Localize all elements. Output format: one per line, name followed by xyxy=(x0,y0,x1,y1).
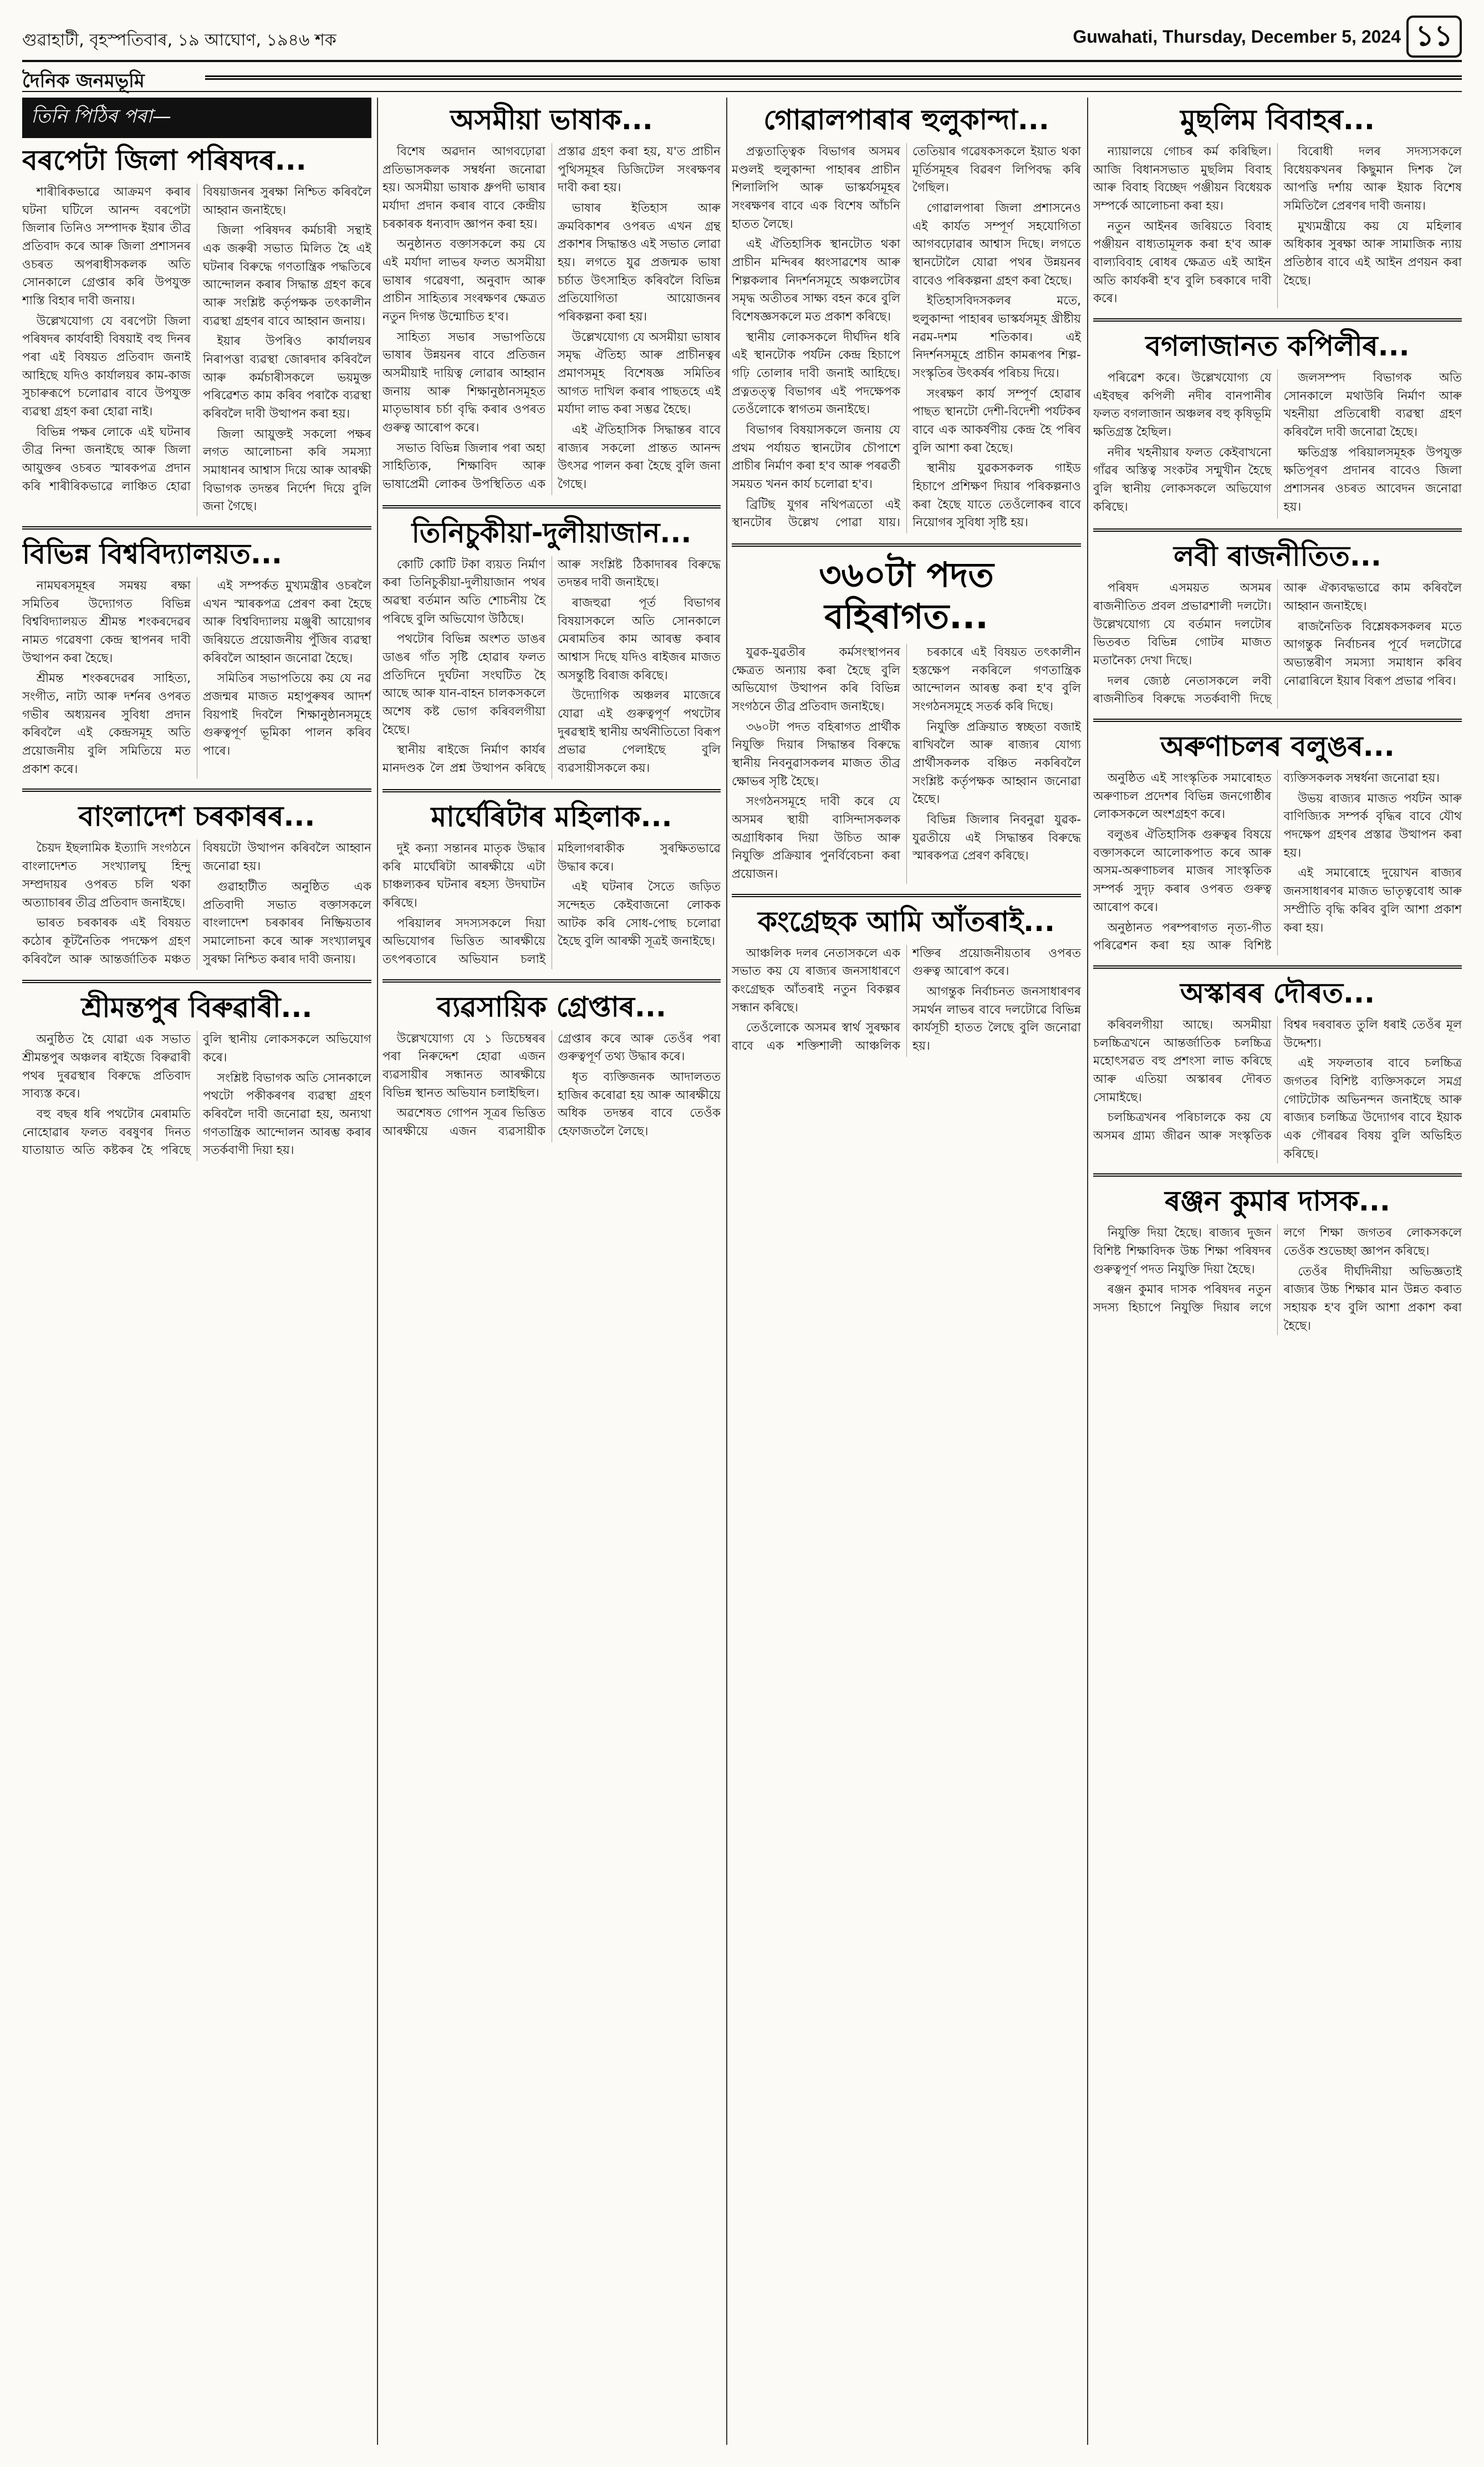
article-paragraph: অনুষ্ঠানত বক্তাসকলে কয় যে এই মৰ্যাদা লাভৰ ফলত অসমীয়া ভাষাৰ গৱেষণা, অনুবাদ আৰু প্ৰাচীন সাহিত্যৰ সংৰক্ষণৰ ক্ষেত্ৰত নতুন দিগন্ত উন্মোচিত হ'ব। xyxy=(383,237,545,324)
article-paragraph: এই ঐতিহাসিক সিদ্ধান্তৰ বাবে ৰাজ্যৰ সকলো প্ৰান্তত আনন্দ উৎসৱ পালন কৰা হৈছে বুলি জনা গৈছে। xyxy=(558,423,721,492)
article-paragraph: যুৱক-যুৱতীৰ কৰ্মসংস্থাপনৰ ক্ষেত্ৰত অন্যায় কৰা হৈছে বুলি অভিযোগ উত্থাপন কৰি বিভিন্ন সংগঠনে তীব্ৰ প্ৰতিবাদ জনাইছে। xyxy=(732,645,900,714)
article-headline: বৰপেটা জিলা পৰিষদৰ... xyxy=(22,144,307,176)
article-paragraph: সমিতিৰ সভাপতিয়ে কয় যে নৱ প্ৰজন্মৰ মাজত মহাপুৰুষৰ আদৰ্শ বিয়পাই দিবলৈ শিক্ষানুষ্ঠানসমূহে গুৰুত্বপূৰ্ণ ভূমিকা পালন কৰিব পাৰে। xyxy=(203,672,371,759)
article-body xyxy=(383,556,721,779)
article-paragraph: গুৱাহাটীত অনুষ্ঠিত এক প্ৰতিবাদী সভাত বক্তাসকলে বাংলাদেশ চৰকাৰৰ নিষ্ক্ৰিয়তাৰ সমালোচনা কৰে আৰু সংখ্যালঘুৰ সুৰক্ষা নিশ্চিত কৰাৰ দাবী জনায়। xyxy=(203,879,371,967)
article-body xyxy=(1093,369,1462,518)
article-paragraph: প্ৰত্নতাত্ত্বিক বিভাগৰ অসমৰ মণ্ডলই হুলুকান্দা পাহাৰৰ প্ৰাচীন শিলালিপি আৰু ভাস্কৰ্যসমূহৰ সংৰক্ষণৰ বাবে এক বিশেষ আঁচনি হাতত লৈছে। xyxy=(732,145,900,231)
article-paragraph: কোটি কোটি টকা ব্যয়ত নিৰ্মাণ কৰা তিনিচুকীয়া-দুলীয়াজান পথৰ অৱস্থা বৰ্তমান অতি শোচনীয় হৈ পৰিছে বুলি অভিযোগ উঠিছে। xyxy=(383,557,545,626)
article-ranjan-kumar-das xyxy=(1093,1184,1462,1335)
article-oscar xyxy=(1093,976,1462,1163)
article-paragraph: মুখ্যমন্ত্ৰীয়ে কয় যে মহিলাৰ অধিকাৰ সুৰক্ষা আৰু সামাজিক ন্যায় প্ৰতিষ্ঠাৰ বাবে এই আইন প্ৰণয়ন কৰা হৈছে। xyxy=(1283,219,1462,288)
article-headline: ব্যৱসায়িক গ্ৰেপ্তাৰ... xyxy=(437,990,666,1023)
article-separator xyxy=(1093,719,1462,722)
page-header xyxy=(22,16,1462,62)
article-paragraph: বলুঙৰ ঐতিহাসিক গুৰুত্বৰ বিষয়ে বক্তাসকলে আলোকপাত কৰে আৰু অসম-অৰুণাচলৰ মাজৰ সাংস্কৃতিক সম্পৰ্ক সুদৃঢ় কৰাৰ ওপৰত গুৰুত্ব আৰোপ কৰে। xyxy=(1093,828,1272,914)
article-paragraph: পৰিষদ এসময়ত অসমৰ ৰাজনীতিত প্ৰবল প্ৰভাৱশালী দলটো। উল্লেখযোগ্য যে বৰ্তমান দলটোৰ ভিতৰত বিভিন্ন গোটৰ মাজত মতানৈক্য দেখা দিছে। xyxy=(1093,581,1272,668)
article-body xyxy=(1093,770,1462,955)
article-paragraph: উল্লেখযোগ্য যে ১ ডিচেম্বৰৰ পৰা নিৰুদ্দেশ হোৱা এজন ব্যৱসায়ীৰ সন্ধানত আৰক্ষীয়ে বিভিন্ন স্থানত অভিযান চলাইছিল। xyxy=(383,1031,545,1100)
article-paragraph: শাৰীৰিকভাৱে আক্ৰমণ কৰাৰ ঘটনা ঘটিলে আনন্দ বৰপেটা জিলাৰ তিনিও সম্পাদক ইয়াৰ তীব্ৰ প্ৰতিবাদ কৰে আৰু জিলা প্ৰশাসনৰ ওচৰত অপৰাধীসকলক অতি সোনকালে গ্ৰেপ্তাৰ কৰি উপযুক্ত শাস্তি বিহাৰ দাবী জনায়। xyxy=(22,185,191,308)
article-paragraph: এই ঘটনাৰ সৈতে জড়িত সন্দেহত কেইবাজনো লোকক আটক কৰি সোধ-পোছ চলোৱা হৈছে বুলি আৰক্ষী সূত্ৰই জনাইছে। xyxy=(558,880,721,949)
article-paragraph: ৰাজহুৱা পূৰ্ত বিভাগৰ বিষয়াসকলে অতি সোনকালে মেৰামতিৰ কাম আৰম্ভ কৰাৰ আশ্বাস দিছে যদিও ৰাইজৰ মাজত অসন্তুষ্টি বিৰাজ কৰিছে। xyxy=(558,596,721,683)
article-paragraph: নিযুক্তি প্ৰক্ৰিয়াত স্বচ্ছতা বজাই ৰাখিবলৈ আৰু ৰাজ্যৰ যোগ্য প্ৰাৰ্থীসকলক বঞ্চিত নকৰিবলৈ সংশ্লিষ্ট কৰ্তৃপক্ষক আহ্বান জনোৱা হৈছে। xyxy=(912,720,1081,807)
article-paragraph: চলচ্চিত্ৰখনৰ পৰিচালকে কয় যে অসমৰ গ্ৰাম্য জীৱন আৰু সংস্কৃতিক বিশ্বৰ দৰবাৰত তুলি ধৰাই তেওঁৰ মূল উদ্দেশ্য। xyxy=(1093,1018,1462,1143)
article-paragraph: আগন্তুক নিৰ্বাচনত জনসাধাৰণৰ সমৰ্থন লাভৰ বাবে দলটোৱে বিভিন্ন কাৰ্যসূচী হাতত লৈছে বুলি জনোৱা হয়। xyxy=(912,984,1081,1053)
article-body xyxy=(22,577,371,779)
article-headline: মুছলিম বিবাহৰ... xyxy=(1180,104,1375,136)
article-separator xyxy=(383,979,721,983)
article-paragraph: ৰাজনৈতিক বিশ্লেষকসকলৰ মতে আগন্তুক নিৰ্বাচনৰ পূৰ্বে দলটোৱে অভ্যন্তৰীণ সমস্যা সমাধান কৰিব নোৱাৰিলে ইয়াৰ বিৰূপ প্ৰভাৱ পৰিব। xyxy=(1283,619,1462,688)
article-360-posts xyxy=(732,555,1081,884)
article-separator xyxy=(1093,1173,1462,1177)
article-body xyxy=(1093,579,1462,709)
article-paragraph: নামঘৰসমূহৰ সমন্বয় ৰক্ষা সমিতিৰ উদ্যোগত বিভিন্ন বিশ্ববিদ্যালয়ত শ্ৰীমন্ত শংকৰদেৱৰ নামত গৱেষণা কেন্দ্ৰ স্থাপনৰ দাবী উত্থাপন কৰা হৈছে। xyxy=(22,579,191,665)
column-rule xyxy=(1087,98,1088,2445)
article-arunachal xyxy=(1093,730,1462,955)
article-paragraph: স্থানীয় যুৱকসকলক গাইড হিচাপে প্ৰশিক্ষণ দিয়াৰ পৰিকল্পনাও কৰা হৈছে যাতে তেওঁলোকৰ বাবে নিয়োগৰ সুবিধা সৃষ্টি হয়। xyxy=(912,461,1081,530)
article-paragraph: নিযুক্তি দিয়া হৈছে। ৰাজ্যৰ দুজন বিশিষ্ট শিক্ষাবিদক উচ্চ শিক্ষা পৰিষদৰ গুৰুত্বপূৰ্ণ পদত নিযুক্তি দিয়া হৈছে। xyxy=(1093,1226,1272,1276)
article-headline: বিভিন্ন বিশ্ববিদ্যালয়ত... xyxy=(22,538,282,571)
article-paragraph: ৰঞ্জন কুমাৰ দাসক পৰিষদৰ নতুন সদস্য হিচাপে নিযুক্তি দিয়াৰ লগে লগে শিক্ষা জগতৰ লোকসকলে তেওঁক শুভেচ্ছা জ্ঞাপন কৰিছে। xyxy=(1093,1226,1462,1315)
article-paragraph: অনুষ্ঠানত পৰম্পৰাগত নৃত্য-গীত পৰিৱেশন কৰা হয় আৰু বিশিষ্ট ব্যক্তিসকলক সম্বৰ্ধনা জনোৱা হয়। xyxy=(1093,771,1440,953)
article-paragraph: ক্ষতিগ্ৰস্ত পৰিয়ালসমূহক উপযুক্ত ক্ষতিপূৰণ প্ৰদানৰ বাবেও জিলা প্ৰশাসনৰ ওচৰত আবেদন জনোৱা হয়। xyxy=(1283,445,1462,514)
article-body xyxy=(383,1030,721,1142)
article-paragraph: ন্যায়ালয়ে গোচৰ কৰ্ম কৰিছিল। আজি বিধানসভাত মুছলিম বিবাহ আৰু বিবাহ বিচ্ছেদ পঞ্জীয়ন বিধেয়ক সম্পৰ্কে আলোচনা কৰা হয়। xyxy=(1093,145,1272,213)
article-body xyxy=(22,840,371,970)
article-separator xyxy=(1093,318,1462,322)
article-paragraph: বহু বছৰ ধৰি পথটোৰ মেৰামতি নোহোৱাৰ ফলত বৰষুণৰ দিনত যাতায়াত অতি কষ্টকৰ হৈ পৰিছে বুলি স্থানীয় লোকসকলে অভিযোগ কৰে। xyxy=(22,1032,371,1158)
article-body xyxy=(1093,1016,1462,1163)
article-separator xyxy=(383,789,721,792)
article-paragraph: উভয় ৰাজ্যৰ মাজত পৰ্যটন আৰু বাণিজ্যিক সম্পৰ্ক বৃদ্ধিৰ বাবে যৌথ পদক্ষেপ গ্ৰহণৰ প্ৰস্তাৱ উত্থাপন কৰা হয়। xyxy=(1283,791,1462,860)
article-universities xyxy=(22,537,371,779)
article-paragraph: নদীৰ খহনীয়াৰ ফলত কেইবাখনো গাঁৱৰ অস্তিত্ব সংকটৰ সন্মুখীন হৈছে বুলি স্থানীয় লোকসকলে অভিযোগ কৰিছে। xyxy=(1093,445,1272,514)
article-headline: ৰঞ্জন কুমাৰ দাসক... xyxy=(1165,1185,1390,1218)
header-date-english: Guwahati, Thursday, December 5, 2024 xyxy=(1073,27,1401,47)
article-goalpara xyxy=(732,103,1081,533)
article-paragraph: ইয়াৰ উপৰিও কাৰ্যালয়ৰ নিৰাপত্তা ব্যৱস্থা জোৰদাৰ কৰিবলৈ আৰু কৰ্মচাৰীসকলে ভয়মুক্ত পৰিৱেশত কাম কৰিব পৰাকৈ ব্যৱস্থা কৰিবলৈ দাবী উত্থাপন কৰা হয়। xyxy=(203,334,371,421)
article-headline: মাৰ্ঘেৰিটাৰ মহিলাক... xyxy=(431,800,672,833)
article-body xyxy=(383,840,721,969)
article-paragraph: স্থানীয় ৰাইজে নিৰ্মাণ কাৰ্যৰ মানদণ্ডক লৈ প্ৰশ্ন উত্থাপন কৰিছে আৰু সংশ্লিষ্ট ঠিকাদাৰৰ বিৰুদ্ধে তদন্তৰ দাবী জনাইছে। xyxy=(383,557,721,776)
article-paragraph: বিভিন্ন জিলাৰ নিবনুৱা যুৱক-যুৱতীয়ে এই সিদ্ধান্তৰ বিৰুদ্ধে স্মাৰকপত্ৰ প্ৰেৰণ কৰিছে। xyxy=(912,812,1081,863)
article-headline: অসমীয়া ভাষাক... xyxy=(450,104,653,136)
article-body xyxy=(22,184,371,516)
article-assamese-language xyxy=(383,103,721,495)
article-paragraph: অৱশেষত গোপন সূত্ৰৰ ভিত্তিত আৰক্ষীয়ে এজন ব্যৱসায়ীক গ্ৰেপ্তাৰ কৰে আৰু তেওঁৰ পৰা গুৰুত্বপূৰ্ণ তথ্য উদ্ধাৰ কৰে। xyxy=(383,1031,721,1138)
article-lobby-politics xyxy=(1093,540,1462,709)
article-paragraph: সংশ্লিষ্ট বিভাগক অতি সোনকালে পথটো পকীকৰণৰ ব্যৱস্থা গ্ৰহণ কৰিবলৈ দাবী জনোৱা হয়, অন্যথা গণতান্ত্ৰিক আন্দোলন আৰম্ভ কৰাৰ সতৰ্কবাণী দিয়া হয়। xyxy=(203,1071,371,1158)
article-paragraph: উল্লেখযোগ্য যে বৰপেটা জিলা পৰিষদৰ কাৰ্যবাহী বিষয়াই বহু দিনৰ পৰা এই বিষয়ত প্ৰতিবাদ জনাই আহিছে যদিও কাৰ্যালয়ৰ কাম-কাজ সুচাৰুৰূপে চলোৱাৰ বাবে উপযুক্ত ব্যৱস্থা গ্ৰহণ কৰা হোৱা নাই। xyxy=(22,314,191,419)
masthead-rule xyxy=(205,75,1462,80)
article-baglajan xyxy=(1093,329,1462,518)
article-body xyxy=(22,1031,371,1161)
article-paragraph: নতুন আইনৰ জৰিয়তে বিবাহ পঞ্জীয়ন বাধ্যতামূলক কৰা হ'ব আৰু বাল্যবিবাহ ৰোধৰ ক্ষেত্ৰত এই আইন অতি কাৰ্যকৰী হ'ব বুলি চৰকাৰে দাবী কৰে। xyxy=(1093,219,1272,306)
article-paragraph: শ্ৰীমন্ত শংকৰদেৱৰ সাহিত্য, সংগীত, নাট্য আৰু দৰ্শনৰ ওপৰত গভীৰ অধ্যয়নৰ সুবিধা প্ৰদান কৰিবলৈ এই কেন্দ্ৰসমূহ অতি প্ৰয়োজনীয় বুলি সমিতিয়ে মত প্ৰকাশ কৰে। xyxy=(22,672,191,776)
article-paragraph: চৈয়দ ইছলামিক ইত্যাদি সংগঠনে বাংলাদেশত সংখ্যালঘু হিন্দু সম্প্ৰদায়ৰ ওপৰত চলি থকা অত্যাচাৰৰ তীব্ৰ প্ৰতিবাদ জনাইছে। xyxy=(22,841,191,910)
article-paragraph: ইতিহাসবিদসকলৰ মতে, হুলুকান্দা পাহাৰৰ ভাস্কৰ্যসমূহ খ্ৰীষ্টীয় নৱম-দশম শতিকাৰ। এই নিদৰ্শনসমূহে প্ৰাচীন কামৰূপৰ শিল্প-সংস্কৃতিৰ উৎকৰ্ষৰ পৰিচয় দিয়ে। xyxy=(912,294,1081,381)
newspaper-name: দৈনিক জনমভূমি xyxy=(22,70,145,92)
article-paragraph: অনুষ্ঠিত এই সাংস্কৃতিক সমাৰোহত অৰুণাচল প্ৰদেশৰ বিভিন্ন জনগোষ্ঠীৰ লোকসকলে অংশগ্ৰহণ কৰে। xyxy=(1093,771,1272,822)
article-paragraph: পথটোৰ বিভিন্ন অংশত ডাঙৰ ডাঙৰ গাঁত সৃষ্টি হোৱাৰ ফলত প্ৰতিদিনে দুৰ্ঘটনা সংঘটিত হৈ আছে আৰু যান-বাহন চালকসকলে অশেষ কষ্ট ভোগ কৰিবলগীয়া হৈছে। xyxy=(383,632,545,737)
article-headline: গোৱালপাৰাৰ হুলুকান্দা... xyxy=(763,104,1049,136)
article-headline: বাংলাদেশ চৰকাৰৰ... xyxy=(78,800,315,833)
article-paragraph: জিলা আয়ুক্তই সকলো পক্ষৰ লগত আলোচনা কৰি সমস্যা সমাধানৰ আশ্বাস দিয়ে আৰু আৰক্ষী বিভাগক তদন্তৰ নিৰ্দেশ দিয়ে বুলি জনা গৈছে। xyxy=(203,427,371,514)
article-headline: বগলাজানত কপিলীৰ... xyxy=(1145,330,1410,363)
article-separator xyxy=(383,505,721,508)
article-body xyxy=(383,143,721,495)
column-1 xyxy=(22,98,371,1171)
article-paragraph: আঞ্চলিক দলৰ নেতাসকলে এক সভাত কয় যে ৰাজ্যৰ জনসাধাৰণে কংগ্ৰেছক আঁতৰাই নতুন বিকল্পৰ সন্ধান কৰিছে। xyxy=(732,946,900,1015)
continued-tag: তিনি পিঠিৰ পৰা— xyxy=(22,98,371,138)
article-paragraph: এই সম্পৰ্কত মুখ্যমন্ত্ৰীৰ ওচৰলৈ এখন স্মাৰকপত্ৰ প্ৰেৰণ কৰা হৈছে আৰু বিশ্ববিদ্যালয় মঞ্জুৰী আয়োগৰ জৰিয়তে প্ৰয়োজনীয় পুঁজিৰ ব্যৱস্থা কৰিবলৈ আহ্বান জনোৱা হৈছে। xyxy=(203,579,371,665)
article-paragraph: সংৰক্ষণ কাৰ্য সম্পূৰ্ণ হোৱাৰ পাছত স্থানটো দেশী-বিদেশী পৰ্যটকৰ বাবে এক আকৰ্ষণীয় কেন্দ্ৰ হৈ পৰিব বুলি আশা কৰা হৈছে। xyxy=(912,386,1081,455)
article-headline: কংগ্ৰেছক আমি আঁতৰাই... xyxy=(757,905,1055,938)
article-paragraph: পৰিৱেশ কৰে। উল্লেখযোগ্য যে এইবছৰ কপিলী নদীৰ বানপানীৰ ফলত বগলাজান অঞ্চলৰ বহু কৃষিভূমি ক্ষতিগ্ৰস্ত হৈছিল। xyxy=(1093,371,1272,440)
article-paragraph: পৰিয়ালৰ সদস্যসকলে দিয়া অভিযোগৰ ভিত্তিত আৰক্ষীয়ে তৎপৰতাৰে অভিযান চলাই মহিলাগৰাকীক সুৰক্ষিতভাৱে উদ্ধাৰ কৰে। xyxy=(383,841,721,967)
article-paragraph: ৩৬০টা পদত বহিৰাগত প্ৰাৰ্থীক নিযুক্তি দিয়াৰ সিদ্ধান্তৰ বিৰুদ্ধে স্থানীয় নিবনুৱাসকলৰ মাজত তীব্ৰ ক্ষোভৰ সৃষ্টি হৈছে। xyxy=(732,720,900,789)
article-paragraph: এই সফলতাৰ বাবে চলচ্চিত্ৰ জগতৰ বিশিষ্ট ব্যক্তিসকলে সমগ্ৰ গোটটোক অভিনন্দন জনাইছে আৰু ৰাজ্যৰ চলচ্চিত্ৰ উদ্যোগৰ বাবে ইয়াক এক গৌৰৱৰ বিষয় বুলি অভিহিত কৰিছে। xyxy=(1283,1056,1462,1161)
article-paragraph: দলৰ জ্যেষ্ঠ নেতাসকলে লবী ৰাজনীতিৰ বিৰুদ্ধে সতৰ্কবাণী দিছে আৰু ঐক্যবদ্ধভাৱে কাম কৰিবলৈ আহ্বান জনাইছে। xyxy=(1093,581,1462,706)
article-paragraph: সাহিত্য সভাৰ সভাপতিয়ে ভাষাৰ উন্নয়নৰ বাবে প্ৰতিজন অসমীয়াই দায়িত্ব লোৱাৰ আহ্বান জনায় আৰু শিক্ষানুষ্ঠানসমূহত মাতৃভাষাৰ চৰ্চা বৃদ্ধি কৰাৰ ওপৰত গুৰুত্ব আৰোপ কৰে। xyxy=(383,330,545,435)
article-headline: ৩৬০টা পদত বহিৰাগত... xyxy=(819,555,994,637)
article-headline: তিনিচুকীয়া-দুলীয়াজান... xyxy=(411,516,692,549)
article-separator xyxy=(22,789,371,792)
article-paragraph: জিলা পৰিষদৰ কৰ্মচাৰী সন্থাই এক জৰুৰী সভাত মিলিত হৈ এই ঘটনাৰ বিৰুদ্ধে গণতান্ত্ৰিক পদ্ধতিৰে আন্দোলন কৰাৰ সিদ্ধান্ত গ্ৰহণ কৰে আৰু সংশ্লিষ্ট কৰ্তৃপক্ষক তৎকালীন ব্যৱস্থা গ্ৰহণৰ বাবে আহ্বান জনায়। xyxy=(203,223,371,328)
column-3 xyxy=(732,98,1081,1067)
article-paragraph: এই সমাৰোহে দুয়োখন ৰাজ্যৰ জনসাধাৰণৰ মাজত ভাতৃত্ববোধ আৰু সম্প্ৰীতি বৃদ্ধি কৰিব বুলি আশা প্ৰকাশ কৰা হয়। xyxy=(1283,866,1462,935)
masthead xyxy=(22,64,1462,92)
article-separator xyxy=(1093,965,1462,969)
article-tinsukia xyxy=(383,516,721,779)
article-paragraph: ব্ৰিটিছ যুগৰ নথিপত্ৰতো এই স্থানটোৰ উল্লেখ পোৱা যায়। তেতিয়াৰ গৱেষকসকলে ইয়াত থকা মূৰ্তিসমূহৰ বিৱৰণ লিপিবদ্ধ কৰি গৈছিল। xyxy=(732,145,1081,530)
column-4 xyxy=(1093,98,1462,1345)
article-separator xyxy=(1093,528,1462,532)
column-rule xyxy=(377,98,378,2445)
article-headline: অস্কাৰৰ দৌৰত... xyxy=(1180,976,1375,1009)
article-paragraph: বিৰোধী দলৰ সদস্যসকলে বিধেয়কখনৰ কিছুমান দিশক লৈ আপত্তি দৰ্শায় আৰু ইয়াক বিশেষ সমিতিলৈ প্ৰেৰণৰ দাবী জনায়। xyxy=(1283,145,1462,213)
article-paragraph: উল্লেখযোগ্য যে অসমীয়া ভাষাৰ সমৃদ্ধ ঐতিহ্য আৰু প্ৰাচীনত্বৰ প্ৰমাণসমূহ বিশেষজ্ঞ সমিতিৰ আগত দাখিল কৰাৰ পাছতহে এই মৰ্যাদা লাভ কৰা সম্ভৱ হৈছে। xyxy=(558,330,721,417)
article-muslim-marriage xyxy=(1093,103,1462,308)
article-paragraph: বিভিন্ন পক্ষৰ লোকে এই ঘটনাৰ তীব্ৰ নিন্দা জনাইছে আৰু জিলা আয়ুক্তৰ ওচৰত স্মাৰকপত্ৰ প্ৰদান কৰি শাৰীৰিকভাৱে লাঞ্চিত হোৱা বিষয়াজনৰ সুৰক্ষা নিশ্চিত কৰিবলৈ আহ্বান জনাইছে। xyxy=(22,185,371,494)
column-rule xyxy=(726,98,727,2445)
article-body xyxy=(1093,143,1462,308)
article-paragraph: অনুষ্ঠিত হৈ যোৱা এক সভাত শ্ৰীমন্তপুৰ অঞ্চলৰ ৰাইজে বিৰুৱাৰী পথৰ দুৰৱস্থাৰ বিৰুদ্ধে প্ৰতিবাদ সাব্যস্ত কৰে। xyxy=(22,1032,191,1101)
article-paragraph: বিভাগৰ বিষয়াসকলে জনায় যে প্ৰথম পৰ্যায়ত স্থানটোৰ চৌপাশে প্ৰাচীৰ নিৰ্মাণ কৰা হ'ব আৰু পৰৱৰ্তী সময়ত খনন কাৰ্য চলোৱা হ'ব। xyxy=(732,423,900,492)
article-paragraph: স্থানীয় লোকসকলে দীৰ্ঘদিন ধৰি এই স্থানটোক পৰ্যটন কেন্দ্ৰ হিচাপে গঢ়ি তোলাৰ দাবী জনাই আহিছে। প্ৰত্নতত্ত্ব বিভাগৰ এই পদক্ষেপক তেওঁলোকে স্বাগতম জনাইছে। xyxy=(732,330,900,417)
article-barpeta xyxy=(22,144,371,516)
article-headline: অৰুণাচলৰ বলুঙৰ... xyxy=(1160,730,1395,763)
article-paragraph: দুই কন্যা সন্তানৰ মাতৃক উদ্ধাৰ কৰি মাৰ্ঘেৰিটা আৰক্ষীয়ে এটা চাঞ্চল্যকৰ ঘটনাৰ ৰহস্য উদঘাটন কৰিছে। xyxy=(383,841,545,910)
article-body xyxy=(1093,1224,1462,1335)
article-separator xyxy=(732,543,1081,547)
article-paragraph: কৰিবলগীয়া আছে। অসমীয়া চলচ্চিত্ৰখনে আন্তৰ্জাতিক চলচ্চিত্ৰ মহোৎসৱত বহু প্ৰশংসা লাভ কৰিছে আৰু এতিয়া অস্কাৰৰ দৌৰত সোমাইছে। xyxy=(1093,1018,1272,1105)
article-paragraph: সংগঠনসমূহে দাবী কৰে যে অসমৰ স্থায়ী বাসিন্দাসকলক অগ্ৰাধিকাৰ দিয়া উচিত আৰু নিযুক্তি প্ৰক্ৰিয়াৰ পুনৰ্বিবেচনা কৰা প্ৰয়োজন। xyxy=(732,795,900,881)
article-paragraph: জলসম্পদ বিভাগক অতি সোনকালে মথাউৰি নিৰ্মাণ আৰু খহনীয়া প্ৰতিৰোধী ব্যৱস্থা গ্ৰহণ কৰিবলৈ দাবী জনোৱা হৈছে। xyxy=(1283,371,1462,440)
article-body xyxy=(732,644,1081,884)
article-srimantapur xyxy=(22,991,371,1161)
article-paragraph: এই ঐতিহাসিক স্থানটোত থকা প্ৰাচীন মন্দিৰৰ ধ্বংসাৱশেষ আৰু শিল্পকলাৰ নিদৰ্শনসমূহে অঞ্চলটোৰ সমৃদ্ধ অতীতৰ সাক্ষ্য বহন কৰে বুলি বিশেষজ্ঞসকলে মত প্ৰকাশ কৰিছে। xyxy=(732,237,900,324)
article-congress xyxy=(732,905,1081,1057)
page-number: ১১ xyxy=(1406,16,1462,58)
article-bangladesh xyxy=(22,800,371,970)
article-separator xyxy=(22,526,371,530)
article-paragraph: গোৱালপাৰা জিলা প্ৰশাসনেও এই কাৰ্যত সম্পূৰ্ণ সহযোগিতা আগবঢ়োৱাৰ আশ্বাস দিছে। লগতে স্থানটোলৈ যোৱা পথৰ উন্নয়নৰ বাবেও পৰিকল্পনা গ্ৰহণ কৰা হৈছে। xyxy=(912,201,1081,288)
article-body xyxy=(732,143,1081,533)
article-separator xyxy=(732,894,1081,897)
article-headline: শ্ৰীমন্তপুৰ বিৰুৱাৰী... xyxy=(81,991,313,1024)
article-margherita xyxy=(383,800,721,969)
header-date-assamese: গুৱাহাটী, বৃহস্পতিবাৰ, ১৯ আঘোণ, ১৯৪৬ শক xyxy=(22,30,336,50)
article-paragraph: ধৃত ব্যক্তিজনক আদালতত হাজিৰ কৰোৱা হয় আৰু আৰক্ষীয়ে অধিক তদন্তৰ বাবে তেওঁক হেফাজতলৈ লৈছে। xyxy=(558,1070,721,1138)
article-paragraph: ভাষাৰ ইতিহাস আৰু ক্ৰমবিকাশৰ ওপৰত এখন গ্ৰন্থ প্ৰকাশৰ সিদ্ধান্তও এই সভাত লোৱা হয়। লগতে যুৱ প্ৰজন্মক ভাষা চৰ্চাত উৎসাহিত কৰিবলৈ বিভিন্ন প্ৰতিযোগিতা আয়োজনৰ পৰিকল্পনা কৰা হয়। xyxy=(558,201,721,324)
article-paragraph: ভাৰত চৰকাৰক এই বিষয়ত কঠোৰ কূটনৈতিক পদক্ষেপ গ্ৰহণ কৰিবলৈ আৰু আন্তৰ্জাতিক মঞ্চত বিষয়টো উত্থাপন কৰিবলৈ আহ্বান জনোৱা হয়। xyxy=(22,841,371,967)
column-2 xyxy=(383,98,721,1152)
article-paragraph: তেওঁলোকে অসমৰ স্বাৰ্থ সুৰক্ষাৰ বাবে এক শক্তিশালী আঞ্চলিক শক্তিৰ প্ৰয়োজনীয়তাৰ ওপৰত গুৰুত্ব আৰোপ কৰে। xyxy=(732,946,1081,1053)
article-businessman-arrest xyxy=(383,990,721,1142)
article-paragraph: উদ্যোগিক অঞ্চলৰ মাজেৰে যোৱা এই গুৰুত্বপূৰ্ণ পথটোৰ দুৰৱস্থাই স্থানীয় অৰ্থনীতিতো বিৰূপ প্ৰভাৱ পেলাইছে বুলি ব্যৱসায়ীসকলে কয়। xyxy=(558,689,721,776)
article-headline: লবী ৰাজনীতিত... xyxy=(1174,540,1381,573)
article-paragraph: সভাত বিভিন্ন জিলাৰ পৰা অহা সাহিত্যিক, শিক্ষাবিদ আৰু ভাষাপ্ৰেমী লোকৰ উপস্থিতিত এক প্ৰস্তাৱ গ্ৰহণ কৰা হয়, য'ত প্ৰাচীন পুথিসমূহৰ ডিজিটেল সংৰক্ষণৰ দাবী কৰা হয়। xyxy=(383,145,721,492)
article-body xyxy=(732,945,1081,1057)
article-paragraph: তেওঁৰ দীৰ্ঘদিনীয়া অভিজ্ঞতাই ৰাজ্যৰ উচ্চ শিক্ষাৰ মান উন্নত কৰাত সহায়ক হ'ব বুলি আশা প্ৰকাশ কৰা হৈছে। xyxy=(1283,1264,1462,1333)
article-separator xyxy=(22,980,371,983)
article-paragraph: চৰকাৰে এই বিষয়ত তৎকালীন হস্তক্ষেপ নকৰিলে গণতান্ত্ৰিক আন্দোলন আৰম্ভ কৰা হ'ব বুলি সংগঠনসমূহে সতৰ্ক কৰি দিছে। xyxy=(912,645,1081,714)
article-paragraph: বিশেষ অৱদান আগবঢ়োৱা প্ৰতিভাসকলক সম্বৰ্ধনা জনোৱা হয়। অসমীয়া ভাষাক ধ্ৰুপদী ভাষাৰ মৰ্যাদা প্ৰদান কৰাৰ বাবে কেন্দ্ৰীয় চৰকাৰক ধন্যবাদ জ্ঞাপন কৰা হয়। xyxy=(383,145,545,231)
